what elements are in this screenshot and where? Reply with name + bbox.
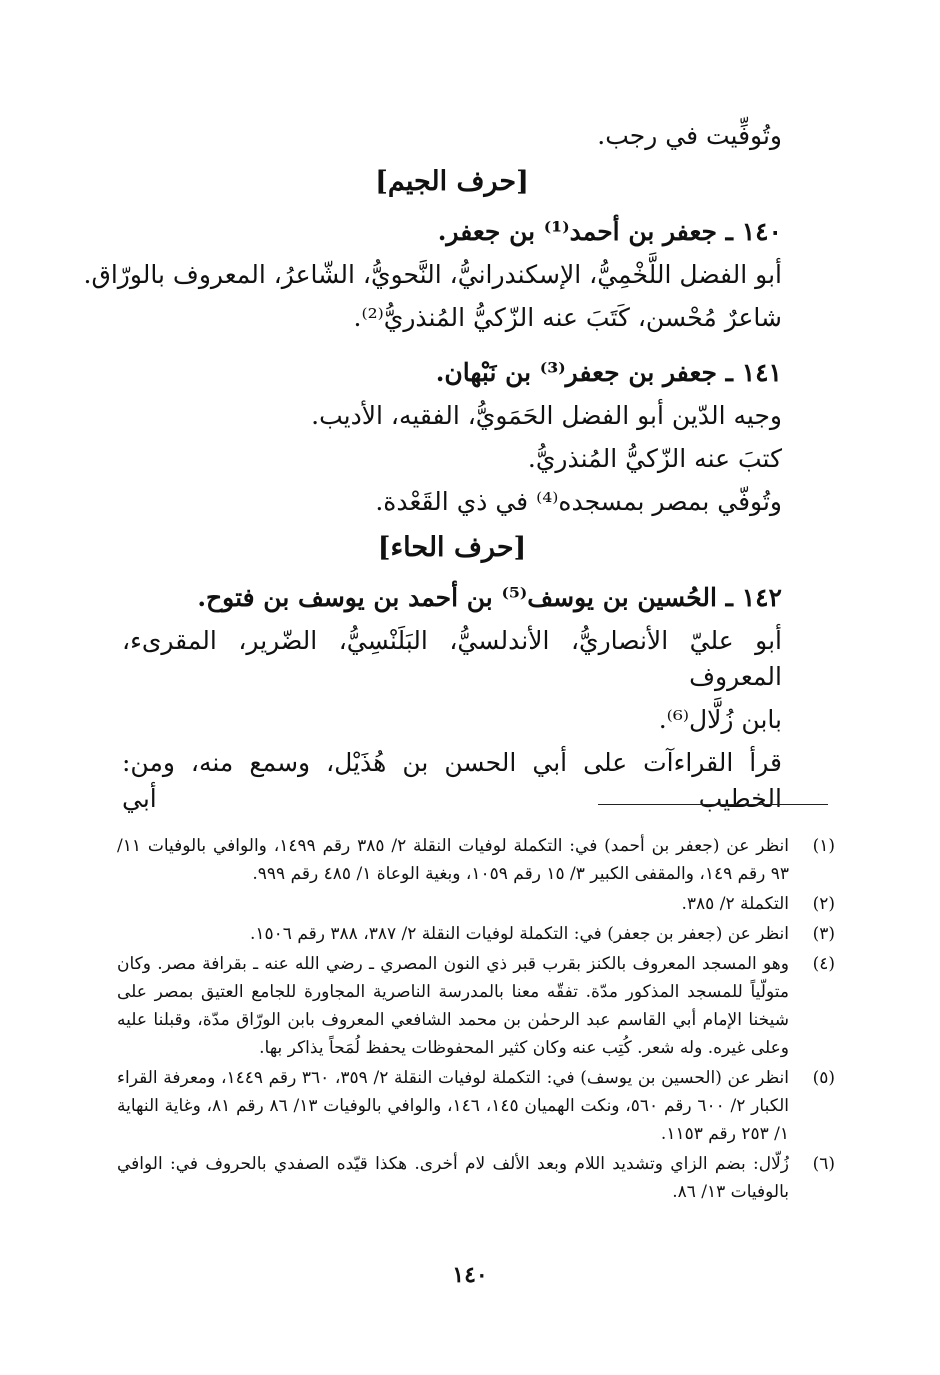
footnote-text: انظر عن (جعفر بن أحمد) في: التكملة لوفيات النقلة ٢/ ٣٨٥ رقم ١٤٩٩، والوافي بالوفيات ١١/ ٩٣ رقم ١٤٩، والمقفى الكبير ٣/ ١٥ رقم ١٠٥٩، وبغية الوعاة ١/ ٤٨٥ رقم ٩٩٩.	[117, 836, 789, 884]
footnote-text: وهو المسجد المعروف بالكنز بقرب قبر ذي النون المصري ـ رضي الله عنه ـ بقرافة مصر. وكان متولّياً للمسجد المذكور مدّة. تفقّه معنا بالمدرسة الناصرية المجاورة للجامع العتيق بمصر على شيخنا الإمام أبي القاسم عبد الرحمٰن بن محمد الشافعي المعروف بابن الورّاق مدّة، وقبلنا عليه وعلى غيره. وله شعر. كُتِب عنه وكان كثير المحفوظات يحفظ لُمَحاً يذاكر بها.	[117, 954, 789, 1058]
entry-141-line-3: وتُوفّي بمصر بمسجده⁽⁴⁾ في ذي القَعْدة.	[375, 487, 782, 516]
footnote-3	[117, 920, 835, 948]
footnotes	[117, 832, 835, 1208]
entry-140-title: ١٤٠ ـ جعفر بن أحمد⁽¹⁾ بن جعفر.	[437, 217, 782, 246]
section-heading-ha: [حرف الحاء]	[377, 532, 527, 563]
entry-142-title: ١٤٢ ـ الحُسين بن يوسف⁽⁵⁾ بن أحمد بن يوسف بن فتوح.	[197, 583, 782, 612]
footnote-text: التكملة ٢/ ٣٨٥.	[681, 894, 789, 914]
entry-141-line-1: وجيه الدّين أبو الفضل الحَمَويُّ، الفقيه، الأديب.	[311, 401, 782, 430]
main-text	[83, 118, 782, 824]
footnote-5	[117, 1064, 835, 1148]
footnote-text: انظر عن (الحسين بن يوسف) في: التكملة لوفيات النقلة ٢/ ٣٥٩، ٣٦٠ رقم ١٤٤٩، ومعرفة القراء الكبار ٢/ ٦٠٠ رقم ٥٦٠، ونكت الهميان ١٤٥، ١٤٦، والوافي بالوفيات ١٣/ ٨٦ رقم ٨١، وغاية النهاية ١/ ٢٥٣ رقم ١١٥٣.	[117, 1068, 789, 1144]
footnote-text: زُلّال: بضم الزاي وتشديد اللام وبعد الألف لام أخرى. هكذا قيّده الصفدي بالحروف في: الوافي بالوفيات ١٣/ ٨٦.	[117, 1154, 789, 1202]
footnote-number: (٦)	[812, 1154, 835, 1174]
footnote-2	[117, 890, 835, 918]
page-number: ١٤٠	[452, 1262, 488, 1288]
footnote-6	[117, 1150, 835, 1206]
footnote-text: انظر عن (جعفر بن جعفر) في: التكملة لوفيات النقلة ٢/ ٣٨٧، ٣٨٨ رقم ١٥٠٦.	[250, 924, 789, 944]
footnote-4	[117, 950, 835, 1062]
entry-142-line-2: بابن زُلَّال⁽⁶⁾.	[658, 705, 782, 734]
footnote-number: (٣)	[812, 924, 835, 944]
section-heading-jim: [حرف الجيم]	[375, 166, 529, 197]
entry-141-title: ١٤١ ـ جعفر بن جعفر⁽³⁾ بن نَبْهان.	[435, 358, 782, 387]
footnote-number: (٥)	[812, 1068, 835, 1088]
footnote-number: (٤)	[812, 954, 835, 974]
entry-142-line-3: قرأ القراءآت على أبي الحسن بن هُذَيْل، وسمع منه، ومن: الخطيب أبي	[122, 748, 782, 813]
footnote-number: (١)	[812, 836, 835, 856]
footnote-divider	[598, 804, 828, 805]
entry-140-line-2: شاعرٌ مُحْسن، كَتَبَ عنه الزّكيُّ المُنذريُّ⁽²⁾.	[353, 303, 782, 332]
footnote-number: (٢)	[812, 894, 835, 914]
intro-line: وتُوفِّيت في رجب.	[597, 121, 782, 150]
entry-140-line-1: أبو الفضل اللَّخْمِيُّ، الإسكندرانيُّ، النَّحويُّ، الشّاعرُ، المعروف بالورّاق.	[83, 260, 782, 289]
entry-142-line-1: أبو عليّ الأنصاريُّ، الأندلسيُّ، البَلَنْسِيُّ، الضّرير، المقرىء، المعروف	[122, 626, 782, 691]
footnote-1	[117, 832, 835, 888]
entry-141-line-2: كتبَ عنه الزّكيُّ المُنذريُّ.	[527, 444, 782, 473]
